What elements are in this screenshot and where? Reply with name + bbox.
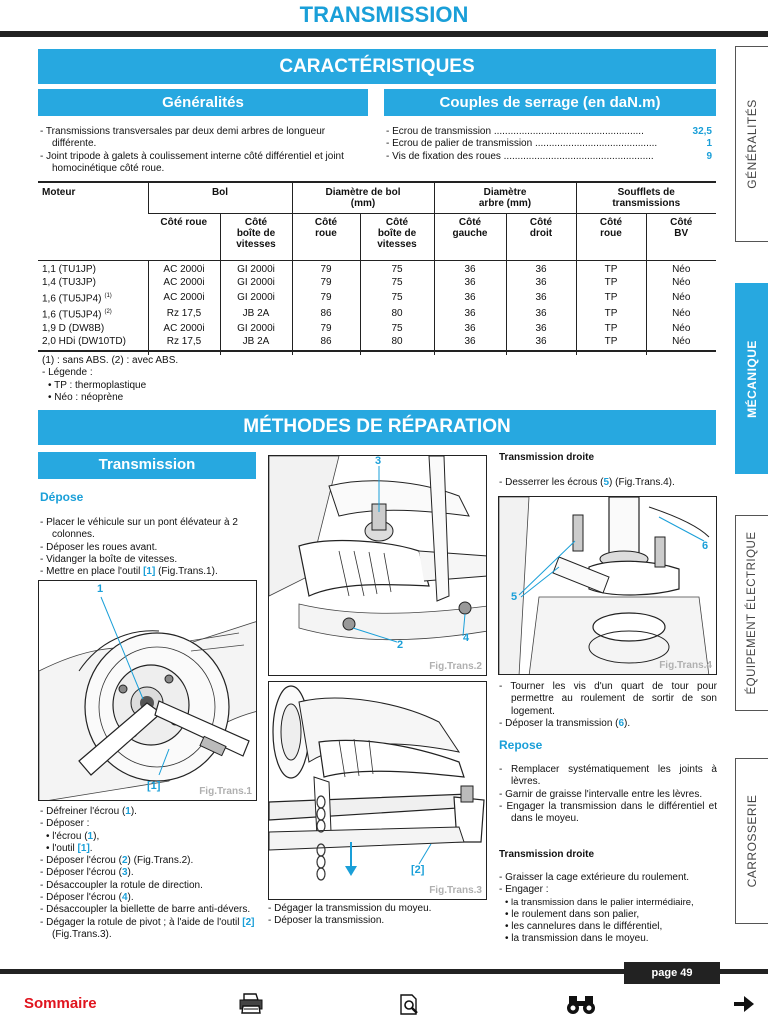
table-row — [38, 322, 716, 335]
text: - Desserrer les écrous ( — [499, 477, 604, 488]
table-cell: GI 2000i — [220, 277, 292, 290]
text: - Déposer : — [40, 818, 90, 830]
ref: [1] — [143, 566, 156, 578]
text: ). — [127, 867, 134, 879]
text: - Désaccoupler la rotule de direction. — [40, 879, 203, 891]
table-cell: 36 — [434, 290, 506, 306]
text: - Désaccoupler la biellette de barre anti-dévers. — [40, 904, 251, 916]
table-cell: AC 2000i — [148, 290, 220, 306]
list-item — [40, 831, 258, 843]
figure-trans-1 — [38, 580, 257, 801]
printer-icon[interactable] — [238, 992, 264, 1014]
list-item: • le roulement dans son palier, — [505, 908, 640, 920]
note: • Néo : néoprène — [48, 391, 124, 403]
table-cell: 36 — [506, 290, 576, 306]
page-number-box — [624, 962, 720, 984]
list-item — [40, 818, 258, 830]
table-cell: 36 — [506, 335, 576, 348]
engine-cell — [38, 264, 148, 277]
arrow-right-icon[interactable] — [733, 995, 755, 1013]
table-cell: AC 2000i — [148, 322, 220, 335]
ref: 4 — [121, 892, 128, 904]
list-item: - Déposer les roues avant. — [40, 541, 158, 553]
table-cell: JB 2A — [220, 335, 292, 348]
ref: 1 — [87, 830, 94, 842]
list-item — [40, 867, 258, 879]
list-item — [40, 806, 258, 818]
list-item — [40, 855, 258, 867]
figure-trans-3 — [268, 681, 487, 900]
generalites-list — [40, 126, 370, 175]
droite-steps-after — [499, 681, 717, 730]
figure-trans-4 — [498, 496, 717, 675]
text: (Fig.Trans.1). — [155, 566, 218, 578]
list-item: - Engager la transmission dans le différentiel et dans le moyeu. — [499, 800, 717, 825]
table-cell: Néo — [646, 277, 716, 290]
col-sub: Côté roue — [148, 213, 220, 260]
list-item: • les cannelures dans le différentiel, — [505, 921, 663, 933]
figure-label: Fig.Trans.3 — [429, 885, 482, 896]
footnote-marker: (2) — [104, 309, 112, 316]
list-item: - Engager : — [499, 884, 549, 896]
callout: 1 — [97, 583, 104, 595]
col-sub: Côté boîte de vitesses — [220, 213, 292, 260]
sidebar-item-mecanique[interactable] — [735, 283, 768, 474]
engine-name: 2,0 HDi (DW10TD) — [42, 335, 126, 347]
table-cell: Rz 17,5 — [148, 335, 220, 348]
table-cell: 75 — [360, 322, 434, 335]
depose-steps — [40, 806, 258, 941]
table-cell: TP — [576, 290, 646, 306]
callout: 5 — [511, 591, 518, 603]
text: - Déposer l'écrou ( — [40, 855, 122, 867]
spec-table-frame — [38, 181, 716, 352]
header-rule — [0, 31, 768, 37]
table-cell: Néo — [646, 322, 716, 335]
list-item — [499, 718, 717, 730]
sidebar-item-label: MÉCANIQUE — [745, 339, 759, 418]
ref: 5 — [603, 477, 610, 488]
torque-row — [386, 151, 712, 163]
footnote-marker: (1) — [104, 293, 112, 300]
list-item: - Dégager la transmission du moyeu. — [268, 903, 432, 914]
note: - Légende : — [42, 367, 93, 379]
figure-trans-2 — [268, 455, 487, 676]
ref: 1 — [125, 806, 131, 817]
list-item: • la transmission dans le moyeu. — [505, 933, 649, 945]
col-sub: Côté droit — [506, 213, 576, 260]
table-cell: 86 — [292, 335, 360, 348]
list-item: - Garnir de graisse l'intervalle entre les lèvres. — [499, 788, 703, 800]
text: - Déposer la transmission ( — [499, 717, 619, 729]
note: (1) : sans ABS. (2) : avec ABS. — [42, 355, 179, 366]
engine-name: 1,6 (TU5JP4) — [42, 293, 102, 305]
note: • TP : thermoplastique — [48, 379, 147, 391]
engine-cell — [38, 290, 148, 306]
text: - Mettre en place l'outil — [40, 566, 144, 578]
callout: [1] — [147, 780, 161, 792]
text: ). — [624, 717, 631, 729]
ref: 6 — [618, 717, 625, 729]
col-soufflets: Soufflets de transmissions — [576, 183, 716, 213]
col-diam-arbre: Diamètre arbre (mm) — [434, 183, 576, 213]
heading-repose-droite: Transmission droite — [499, 849, 595, 860]
ref: [1] — [77, 842, 90, 854]
list-item: • la transmission dans le palier intermédiaire, — [505, 896, 694, 908]
text: - Dégager la rotule de pivot ; à l'aide de l'outil — [40, 916, 243, 928]
list-item: - Remplacer systématiquement les joints à lèvres. — [499, 764, 717, 788]
table-cell: TP — [576, 335, 646, 348]
droite-step — [499, 477, 719, 489]
sidebar-item-label: CARROSSERIE — [745, 794, 759, 888]
table-cell: GI 2000i — [220, 322, 292, 335]
couples-list — [386, 126, 712, 163]
table-cell: 36 — [506, 322, 576, 335]
list-item — [40, 880, 258, 892]
heading-repose: Repose — [499, 738, 543, 752]
subsection-generalites: Généralités — [38, 89, 368, 116]
text: ), — [93, 830, 100, 842]
list-item: - Déposer la transmission. — [268, 915, 385, 927]
torque-value: 1 — [706, 138, 712, 150]
engine-name: 1,6 (TU5JP4) — [42, 309, 102, 321]
torque-label: - Vis de fixation des roues ...................................................... — [386, 150, 654, 162]
table-row — [38, 264, 716, 277]
table-cell: 79 — [292, 322, 360, 335]
table-cell: AC 2000i — [148, 277, 220, 290]
figure-label: Fig.Trans.2 — [429, 661, 482, 672]
table-row — [38, 290, 716, 306]
engine-cell — [38, 335, 148, 348]
torque-row — [386, 126, 712, 138]
text: (Fig.Trans.3). — [52, 928, 112, 940]
page-number: page 49 — [651, 967, 693, 979]
table-cell: GI 2000i — [220, 290, 292, 306]
list-item — [40, 904, 258, 916]
col-sub: Côté boîte de vitesses — [360, 213, 434, 260]
sidebar-item-label: ÉQUIPEMENT ÉLECTRIQUE — [746, 531, 758, 695]
text: - Déposer l'écrou ( — [40, 892, 122, 904]
sommaire-link[interactable]: Sommaire — [24, 995, 97, 1012]
table-row — [38, 277, 716, 290]
table-row — [38, 335, 716, 348]
subsection-couples: Couples de serrage (en daN.m) — [384, 89, 716, 116]
depose-list — [40, 517, 258, 578]
text: - Défreiner l'écrou ( — [40, 806, 126, 817]
text: - Déposer l'écrou ( — [40, 867, 122, 879]
section-caracteristiques: CARACTÉRISTIQUES — [38, 49, 716, 84]
col-diam-bol: Diamètre de bol (mm) — [292, 183, 434, 213]
col-sub: Côté BV — [646, 213, 716, 260]
ball-joint-tool-illustration — [269, 682, 487, 900]
table-cell: TP — [576, 322, 646, 335]
table-cell: 36 — [434, 335, 506, 348]
middle-steps — [268, 903, 487, 928]
table-cell: 36 — [434, 264, 506, 277]
callout: 3 — [375, 455, 382, 467]
table-cell: 36 — [434, 322, 506, 335]
list-item — [40, 566, 258, 578]
table-spacer — [38, 349, 716, 355]
page-search-icon[interactable] — [399, 994, 421, 1016]
spec-table — [38, 183, 716, 355]
text: ) (Fig.Trans.4). — [609, 477, 675, 488]
torque-row — [386, 138, 712, 150]
ref: [2] — [242, 916, 255, 928]
col-sub: Côté roue — [292, 213, 360, 260]
table-cell: 36 — [434, 277, 506, 290]
repose-list — [499, 764, 717, 825]
col-sub: Côté roue — [576, 213, 646, 260]
callout: 6 — [702, 540, 709, 552]
table-cell: Néo — [646, 335, 716, 348]
binoculars-icon[interactable] — [566, 993, 596, 1015]
list-item — [40, 892, 258, 904]
table-cell: TP — [576, 306, 646, 322]
sidebar-item-generalites[interactable] — [735, 46, 768, 242]
torque-label: - Ecrou de transmission ...................................................... — [386, 126, 644, 137]
list-item — [499, 681, 717, 718]
sidebar-item-label: GÉNÉRALITÉS — [745, 99, 759, 189]
table-cell: 80 — [360, 306, 434, 322]
table-cell: Néo — [646, 264, 716, 277]
subsection-transmission: Transmission — [38, 452, 256, 479]
table-cell: 75 — [360, 290, 434, 306]
table-cell: 79 — [292, 290, 360, 306]
page-title: TRANSMISSION — [299, 2, 469, 27]
table-cell: AC 2000i — [148, 264, 220, 277]
figure-label: Fig.Trans.4 — [659, 660, 712, 671]
text: • l'écrou ( — [46, 830, 88, 842]
text: ) (Fig.Trans.2). — [127, 855, 194, 867]
table-cell: 75 — [360, 277, 434, 290]
table-notes — [42, 355, 342, 404]
engine-name: 1,1 (TU1JP) — [42, 264, 96, 276]
col-moteur: Moteur — [38, 183, 148, 260]
list-item: - Joint tripode à galets à coulissement interne côté différentiel et joint homocinétique côté roue. — [40, 150, 344, 174]
list-item: - Placer le véhicule sur un pont élévateur à 2 colonnes. — [40, 517, 238, 541]
table-cell: 36 — [506, 264, 576, 277]
table-cell: Rz 17,5 — [148, 306, 220, 322]
table-cell: 79 — [292, 277, 360, 290]
list-item — [40, 917, 258, 942]
bearing-illustration — [499, 497, 717, 675]
table-cell: Néo — [646, 306, 716, 322]
engine-cell — [38, 277, 148, 290]
sidebar-item-carrosserie[interactable] — [735, 758, 768, 924]
engine-cell — [38, 306, 148, 322]
table-cell: 80 — [360, 335, 434, 348]
list-item: - Transmissions transversales par deux demi arbres de longueur différente. — [40, 126, 326, 150]
list-item: - Graisser la cage extérieure du roulement. — [499, 872, 690, 883]
heading-transmission-droite: Transmission droite — [499, 452, 595, 463]
text: • l'outil — [46, 842, 78, 854]
torque-value: 9 — [706, 150, 712, 162]
sidebar-item-equipement-electrique[interactable] — [735, 515, 768, 711]
callout: 2 — [397, 639, 404, 651]
table-cell: GI 2000i — [220, 264, 292, 277]
torque-label: - Ecrou de palier de transmission ............................................ — [386, 138, 658, 150]
col-bol: Bol — [148, 183, 292, 213]
table-cell: 36 — [506, 277, 576, 290]
ref: 2 — [121, 855, 128, 867]
callout: [2] — [411, 864, 425, 876]
section-methodes: MÉTHODES DE RÉPARATION — [38, 410, 716, 445]
text: ). — [127, 892, 134, 904]
repose-droite-list — [499, 872, 721, 946]
engine-name: 1,4 (TU3JP) — [42, 277, 96, 289]
engine-name: 1,9 D (DW8B) — [42, 322, 105, 334]
callout: 4 — [463, 632, 470, 644]
text: ). — [130, 806, 137, 817]
table-cell: Néo — [646, 290, 716, 306]
col-sub: Côté gauche — [434, 213, 506, 260]
table-cell: TP — [576, 264, 646, 277]
engine-cell — [38, 322, 148, 335]
heading-depose: Dépose — [40, 490, 84, 504]
table-cell: 79 — [292, 264, 360, 277]
list-item: - Vidanger la boîte de vitesses. — [40, 553, 178, 565]
text: . — [89, 842, 93, 854]
torque-value: 32,5 — [692, 126, 712, 137]
list-item — [40, 843, 258, 855]
table-cell: 36 — [506, 306, 576, 322]
table-cell: JB 2A — [220, 306, 292, 322]
text: - Tourner les vis d'un quart de tour pour permettre au roulement de sortir de son logement. — [499, 681, 717, 717]
table-row — [38, 306, 716, 322]
hub-tool-illustration — [39, 581, 257, 801]
figure-label: Fig.Trans.1 — [199, 786, 252, 797]
table-cell: 75 — [360, 264, 434, 277]
table-cell: TP — [576, 277, 646, 290]
ref: 3 — [121, 867, 128, 879]
table-cell: 36 — [434, 306, 506, 322]
steering-joint-illustration — [269, 456, 487, 676]
table-cell: 86 — [292, 306, 360, 322]
